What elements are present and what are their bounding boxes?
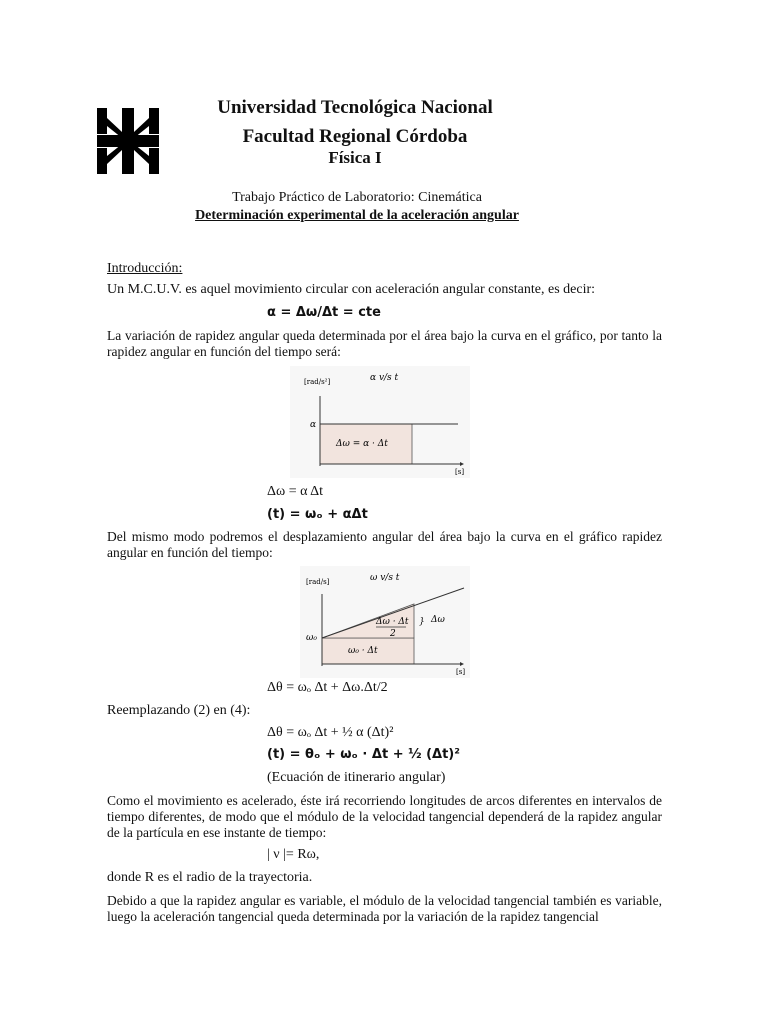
- equation-6-note: (Ecuación de itinerario angular): [267, 770, 446, 785]
- paragraph-2: La variación de rapidez angular queda determinada por el área bajo la curva en el gráfico, por tanto la rapidez angular en función del tiempo será:: [107, 328, 662, 359]
- fig2-y-label: ω₀: [306, 633, 317, 643]
- fig2-rect-label: ω₀ · Δt: [348, 646, 378, 656]
- fig2-triangle-den: 2: [390, 629, 396, 639]
- equation-6: (t) = θₒ + ωₒ · Δt + ½ (Δt)²: [267, 747, 460, 762]
- document-title: Determinación experimental de la aceleración angular: [195, 208, 519, 223]
- equation-4: Δθ = ωₒ Δt + Δω.Δt/2: [267, 680, 388, 695]
- fig2-brace-label: Δω: [431, 615, 445, 625]
- paragraph-1: Un M.C.U.V. es aquel movimiento circular con aceleración angular constante, es decir:: [107, 282, 596, 297]
- fig2-brace: }: [419, 617, 425, 627]
- fig1-y-label: α: [310, 420, 317, 430]
- paragraph-4: Reemplazando (2) en (4):: [107, 703, 251, 718]
- intro-heading: Introducción:: [107, 261, 183, 276]
- equation-1: α = Δω/Δt = cte: [267, 305, 381, 320]
- figure-alpha-vs-t: [290, 366, 470, 478]
- fig2-x-unit: [s]: [456, 668, 466, 676]
- university-name: Universidad Tecnológica Nacional: [217, 97, 493, 118]
- fig1-area-label: Δω = α · Δt: [336, 439, 388, 449]
- fig2-title: ω v/s t: [370, 573, 400, 583]
- paragraph-7: Debido a que la rapidez angular es variable, el módulo de la velocidad tangencial también es variable, luego la aceleración tangencial queda determinada por la variación de la rapidez tangencial: [107, 893, 662, 924]
- fig1-title: α v/s t: [370, 373, 399, 383]
- fig2-triangle-num: Δω · Δt: [376, 617, 409, 627]
- equation-2: Δω = α Δt: [267, 484, 324, 499]
- equation-3: (t) = ωₒ + αΔt: [267, 507, 368, 522]
- equation-7: | ν |= Rω,: [267, 847, 320, 862]
- figure-omega-vs-t: [300, 566, 470, 678]
- paragraph-6: donde R es el radio de la trayectoria.: [107, 870, 313, 885]
- practical-title: Trabajo Práctico de Laboratorio: Cinemática: [232, 190, 482, 205]
- equation-5: Δθ = ωₒ Δt + ½ α (Δt)²: [267, 725, 394, 740]
- fig2-y-unit: [rad/s]: [306, 578, 330, 586]
- utn-logo: [97, 108, 159, 174]
- paragraph-5: Como el movimiento es acelerado, éste irá recorriendo longitudes de arcos diferentes en intervalos de tiempo diferentes, de modo que el módulo de la velocidad tangencial dependerá de la rapidez angular de la partícula en ese instante de tiempo:: [107, 793, 662, 840]
- subject-name: Física I: [328, 148, 382, 167]
- faculty-name: Facultad Regional Córdoba: [242, 126, 468, 147]
- paragraph-3: Del mismo modo podremos el desplazamiento angular del área bajo la curva en el gráfico rapidez angular en función del tiempo:: [107, 529, 662, 560]
- fig1-y-unit: [rad/s²]: [304, 378, 331, 386]
- fig1-x-unit: [s]: [455, 468, 465, 476]
